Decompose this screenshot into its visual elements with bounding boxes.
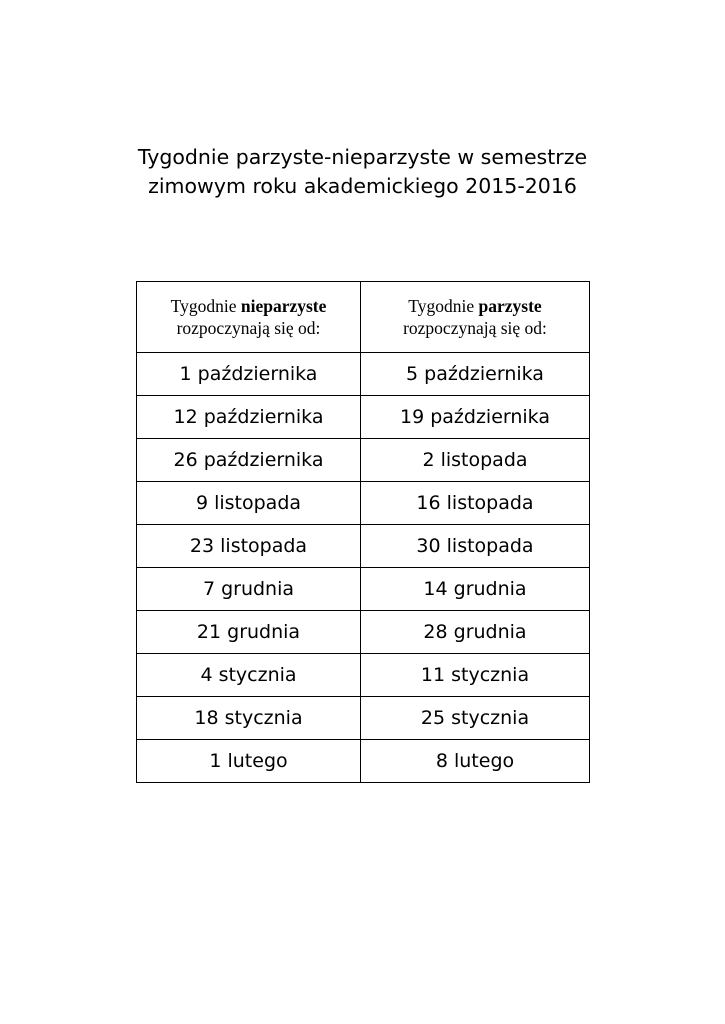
header-even-weeks bbox=[361, 282, 590, 353]
odd-week-cell: 4 stycznia bbox=[137, 654, 361, 697]
weeks-table bbox=[136, 281, 590, 783]
odd-week-cell: 18 stycznia bbox=[137, 697, 361, 740]
odd-week-cell: 1 października bbox=[137, 353, 361, 396]
table-row bbox=[137, 611, 590, 654]
even-week-cell: 30 listopada bbox=[361, 525, 590, 568]
odd-week-cell: 12 października bbox=[137, 396, 361, 439]
table-row bbox=[137, 568, 590, 611]
odd-week-cell: 9 listopada bbox=[137, 482, 361, 525]
document-title bbox=[0, 143, 725, 201]
header-even-line2: rozpoczynają się od: bbox=[403, 318, 547, 338]
header-even-prefix: Tygodnie bbox=[408, 296, 479, 316]
even-week-cell: 2 listopada bbox=[361, 439, 590, 482]
odd-week-cell: 23 listopada bbox=[137, 525, 361, 568]
even-week-cell: 5 października bbox=[361, 353, 590, 396]
table-row bbox=[137, 396, 590, 439]
title-line-2: zimowym roku akademickiego 2015-2016 bbox=[148, 174, 577, 198]
table-row bbox=[137, 353, 590, 396]
odd-week-cell: 7 grudnia bbox=[137, 568, 361, 611]
even-week-cell: 14 grudnia bbox=[361, 568, 590, 611]
even-week-cell: 11 stycznia bbox=[361, 654, 590, 697]
odd-week-cell: 26 października bbox=[137, 439, 361, 482]
odd-week-cell: 1 lutego bbox=[137, 740, 361, 783]
table-row bbox=[137, 439, 590, 482]
header-odd-weeks bbox=[137, 282, 361, 353]
table-row bbox=[137, 740, 590, 783]
header-even-bold: parzyste bbox=[478, 296, 542, 316]
header-odd-bold: nieparzyste bbox=[240, 296, 327, 316]
table-row bbox=[137, 654, 590, 697]
title-line-1: Tygodnie parzyste-nieparzyste w semestrze bbox=[137, 145, 588, 169]
table-row bbox=[137, 525, 590, 568]
table-header-row bbox=[137, 282, 590, 353]
even-week-cell: 16 listopada bbox=[361, 482, 590, 525]
header-odd-line2: rozpoczynają się od: bbox=[176, 318, 321, 338]
even-week-cell: 28 grudnia bbox=[361, 611, 590, 654]
even-week-cell: 19 października bbox=[361, 396, 590, 439]
even-week-cell: 8 lutego bbox=[361, 740, 590, 783]
odd-week-cell: 21 grudnia bbox=[137, 611, 361, 654]
table-row bbox=[137, 697, 590, 740]
even-week-cell: 25 stycznia bbox=[361, 697, 590, 740]
header-odd-prefix: Tygodnie bbox=[170, 296, 241, 316]
table-row bbox=[137, 482, 590, 525]
